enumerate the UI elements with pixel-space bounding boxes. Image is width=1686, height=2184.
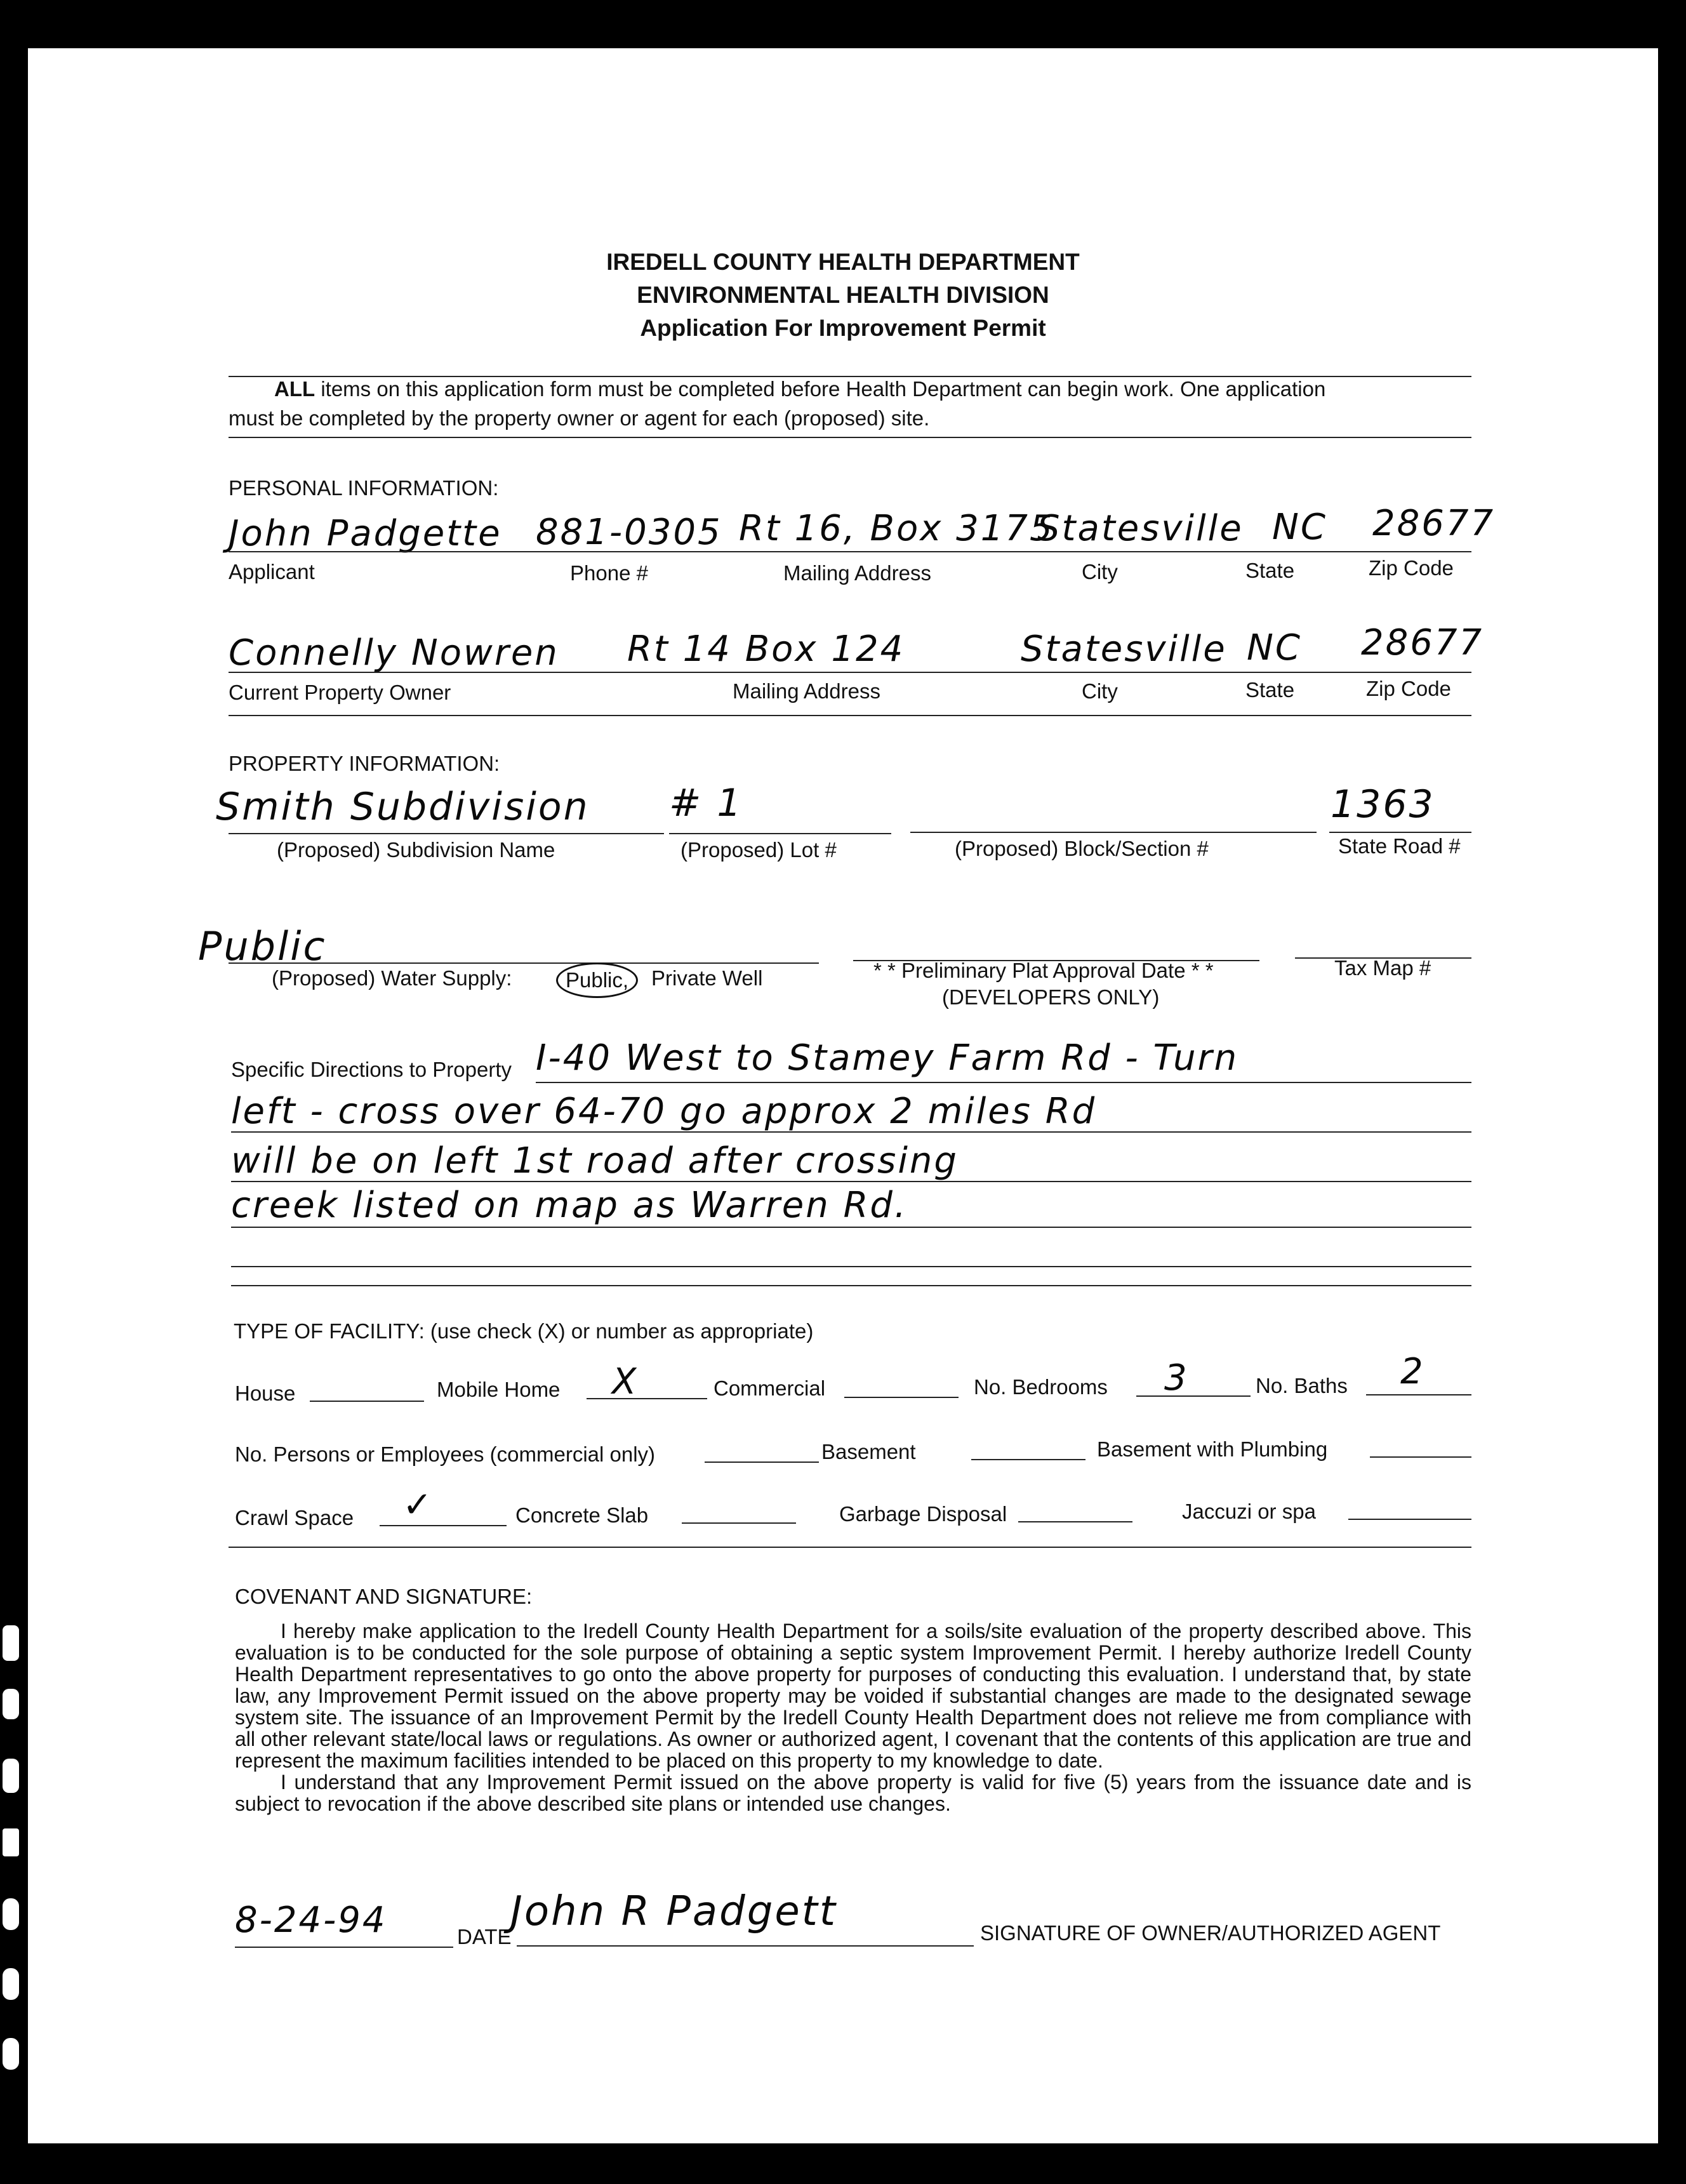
- city-value[interactable]: Statesville: [1037, 508, 1244, 549]
- water-public-circled: Public,: [556, 962, 638, 998]
- baths-label: No. Baths: [1256, 1374, 1348, 1397]
- bedrooms-value[interactable]: 3: [1164, 1357, 1189, 1399]
- field-line: [1329, 832, 1471, 833]
- jacuzzi-label: Jaccuzi or spa: [1182, 1500, 1316, 1523]
- crawl-check[interactable]: ✓: [402, 1484, 434, 1526]
- directions-line-3[interactable]: will be on left 1st road after crossing: [231, 1140, 959, 1182]
- property-heading: PROPERTY INFORMATION:: [229, 752, 500, 775]
- mobile-field[interactable]: [587, 1398, 707, 1399]
- covenant-paragraph-1: I hereby make application to the Iredell County Health Department for a soils/site evaluation of the property described above. This evaluation is to be conducted for the sole purpose of obtaining a septic system Improvement Permit. I hereby authorize Iredell County Health Department representatives to go onto the above property for purposes of conducting this evaluation. I understand that, by state law, any Improvement Permit issued on the above property may be voided if substantial changes are made to the designated sewage system site. The issuance of an Improvement Permit by the Iredell County Health Department does not relieve me from compliance with all other relevant state/local laws or regulations. As owner or authorized agent, I covenant that the contents of this application are true and represent the maximum facilities intended to be placed on this property to my knowledge to date.: [235, 1620, 1471, 1772]
- applicant-value[interactable]: John Padgette: [229, 513, 502, 554]
- water-private-label: Private Well: [651, 966, 763, 990]
- state2-label: State: [1245, 678, 1295, 702]
- field-line: [231, 1285, 1471, 1286]
- field-line: [229, 833, 664, 834]
- basement-plumbing-field[interactable]: [1370, 1456, 1471, 1458]
- division-title: ENVIRONMENTAL HEALTH DIVISION: [637, 282, 1049, 308]
- water-value[interactable]: Public: [198, 923, 327, 969]
- state-value[interactable]: NC: [1272, 507, 1327, 548]
- field-line: [231, 1181, 1471, 1182]
- mobile-label: Mobile Home: [437, 1378, 561, 1401]
- persons-field[interactable]: [705, 1462, 819, 1463]
- covenant-paragraph-2: I understand that any Improvement Permit issued on the above property is valid for five (5) years from the issuance date and is subject to revocation if the above described site plans or intended use changes.: [235, 1771, 1471, 1815]
- basement-label: Basement: [821, 1440, 916, 1463]
- subdivision-label: (Proposed) Subdivision Name: [277, 838, 555, 862]
- garbage-field[interactable]: [1018, 1521, 1132, 1522]
- date-label: DATE: [457, 1925, 512, 1948]
- house-label: House: [235, 1382, 296, 1405]
- state-label: State: [1245, 559, 1295, 582]
- date-field[interactable]: [235, 1947, 453, 1948]
- form-title: Application For Improvement Permit: [640, 315, 1046, 341]
- zip-label: Zip Code: [1369, 556, 1454, 580]
- mailing-value[interactable]: Rt 16, Box 3175: [739, 508, 1054, 549]
- crawl-label: Crawl Space: [235, 1506, 354, 1529]
- city2-value[interactable]: Statesville: [1021, 629, 1227, 670]
- field-line: [669, 833, 891, 834]
- lot-value[interactable]: # 1: [669, 781, 743, 825]
- house-field[interactable]: [310, 1401, 424, 1402]
- baths-value[interactable]: 2: [1400, 1351, 1425, 1392]
- road-value[interactable]: 1363: [1331, 782, 1435, 827]
- mailing-label: Mailing Address: [783, 561, 931, 585]
- mailing2-value[interactable]: Rt 14 Box 124: [627, 629, 905, 670]
- city2-label: City: [1082, 679, 1118, 703]
- facility-heading: TYPE OF FACILITY: (use check (X) or number as appropriate): [234, 1319, 814, 1343]
- garbage-label: Garbage Disposal: [839, 1502, 1007, 1526]
- owner-label: Current Property Owner: [229, 681, 451, 704]
- block-label: (Proposed) Block/Section #: [955, 837, 1209, 860]
- directions-line-4[interactable]: creek listed on map as Warren Rd.: [231, 1185, 908, 1226]
- owner-value[interactable]: Connelly Nowren: [229, 632, 559, 674]
- signature-field[interactable]: [517, 1945, 974, 1947]
- zip2-label: Zip Code: [1366, 677, 1451, 700]
- date-value[interactable]: 8-24-94: [235, 1900, 387, 1941]
- field-line: [536, 1082, 1471, 1083]
- plat-label: * * Preliminary Plat Approval Date * *: [873, 959, 1214, 982]
- field-line: [229, 962, 819, 964]
- road-label: State Road #: [1338, 834, 1461, 858]
- subdivision-value[interactable]: Smith Subdivision: [216, 785, 590, 829]
- jacuzzi-field[interactable]: [1348, 1519, 1471, 1520]
- intro-line-2: must be completed by the property owner or agent for each (proposed) site.: [229, 406, 930, 430]
- divider: [229, 437, 1471, 438]
- basement-field[interactable]: [971, 1459, 1085, 1460]
- field-line: [231, 1266, 1471, 1267]
- mailing2-label: Mailing Address: [733, 679, 880, 703]
- covenant-heading: COVENANT AND SIGNATURE:: [235, 1585, 533, 1608]
- divider: [229, 715, 1471, 716]
- commercial-label: Commercial: [714, 1376, 826, 1400]
- taxmap-label: Tax Map #: [1334, 956, 1431, 980]
- signature-value[interactable]: John R Padgett: [510, 1888, 837, 1935]
- zip2-value[interactable]: 28677: [1361, 622, 1484, 663]
- bedrooms-label: No. Bedrooms: [974, 1375, 1108, 1399]
- bedrooms-field[interactable]: [1136, 1395, 1251, 1397]
- signature-label: SIGNATURE OF OWNER/AUTHORIZED AGENT: [980, 1921, 1441, 1945]
- field-line: [229, 672, 1471, 673]
- phone-value[interactable]: 881-0305: [536, 512, 722, 553]
- mobile-value[interactable]: X: [612, 1361, 639, 1402]
- commercial-field[interactable]: [844, 1397, 959, 1398]
- directions-line-2[interactable]: left - cross over 64-70 go approx 2 miles Rd: [231, 1091, 1097, 1132]
- plat-developers-label: (DEVELOPERS ONLY): [942, 985, 1160, 1009]
- water-label: (Proposed) Water Supply:: [272, 966, 512, 990]
- baths-field[interactable]: [1366, 1394, 1471, 1395]
- margin-stamp: [0, 1625, 22, 2108]
- lot-label: (Proposed) Lot #: [680, 838, 837, 862]
- slab-field[interactable]: [682, 1522, 796, 1524]
- field-line: [231, 1227, 1471, 1228]
- basement-plumbing-label: Basement with Plumbing: [1097, 1437, 1328, 1461]
- persons-label: No. Persons or Employees (commercial only): [235, 1442, 656, 1466]
- field-line: [910, 832, 1317, 833]
- crawl-field[interactable]: [380, 1525, 507, 1526]
- directions-label: Specific Directions to Property: [231, 1058, 512, 1081]
- personal-heading: PERSONAL INFORMATION:: [229, 476, 499, 500]
- zip-value[interactable]: 28677: [1372, 503, 1496, 544]
- department-title: IREDELL COUNTY HEALTH DEPARTMENT: [606, 249, 1080, 275]
- form-page: [28, 48, 1658, 2143]
- phone-label: Phone #: [570, 561, 648, 585]
- directions-line-1[interactable]: I-40 West to Stamey Farm Rd - Turn: [536, 1037, 1239, 1079]
- divider: [229, 1547, 1471, 1548]
- city-label: City: [1082, 560, 1118, 583]
- applicant-label: Applicant: [229, 560, 315, 583]
- intro-line-1: ALL items on this application form must be completed before Health Department can begin work. One application: [274, 377, 1326, 401]
- slab-label: Concrete Slab: [515, 1503, 649, 1527]
- state2-value[interactable]: NC: [1247, 627, 1302, 669]
- field-line: [229, 551, 1471, 552]
- field-line: [231, 1131, 1471, 1133]
- covenant-text: [235, 1620, 1471, 1814]
